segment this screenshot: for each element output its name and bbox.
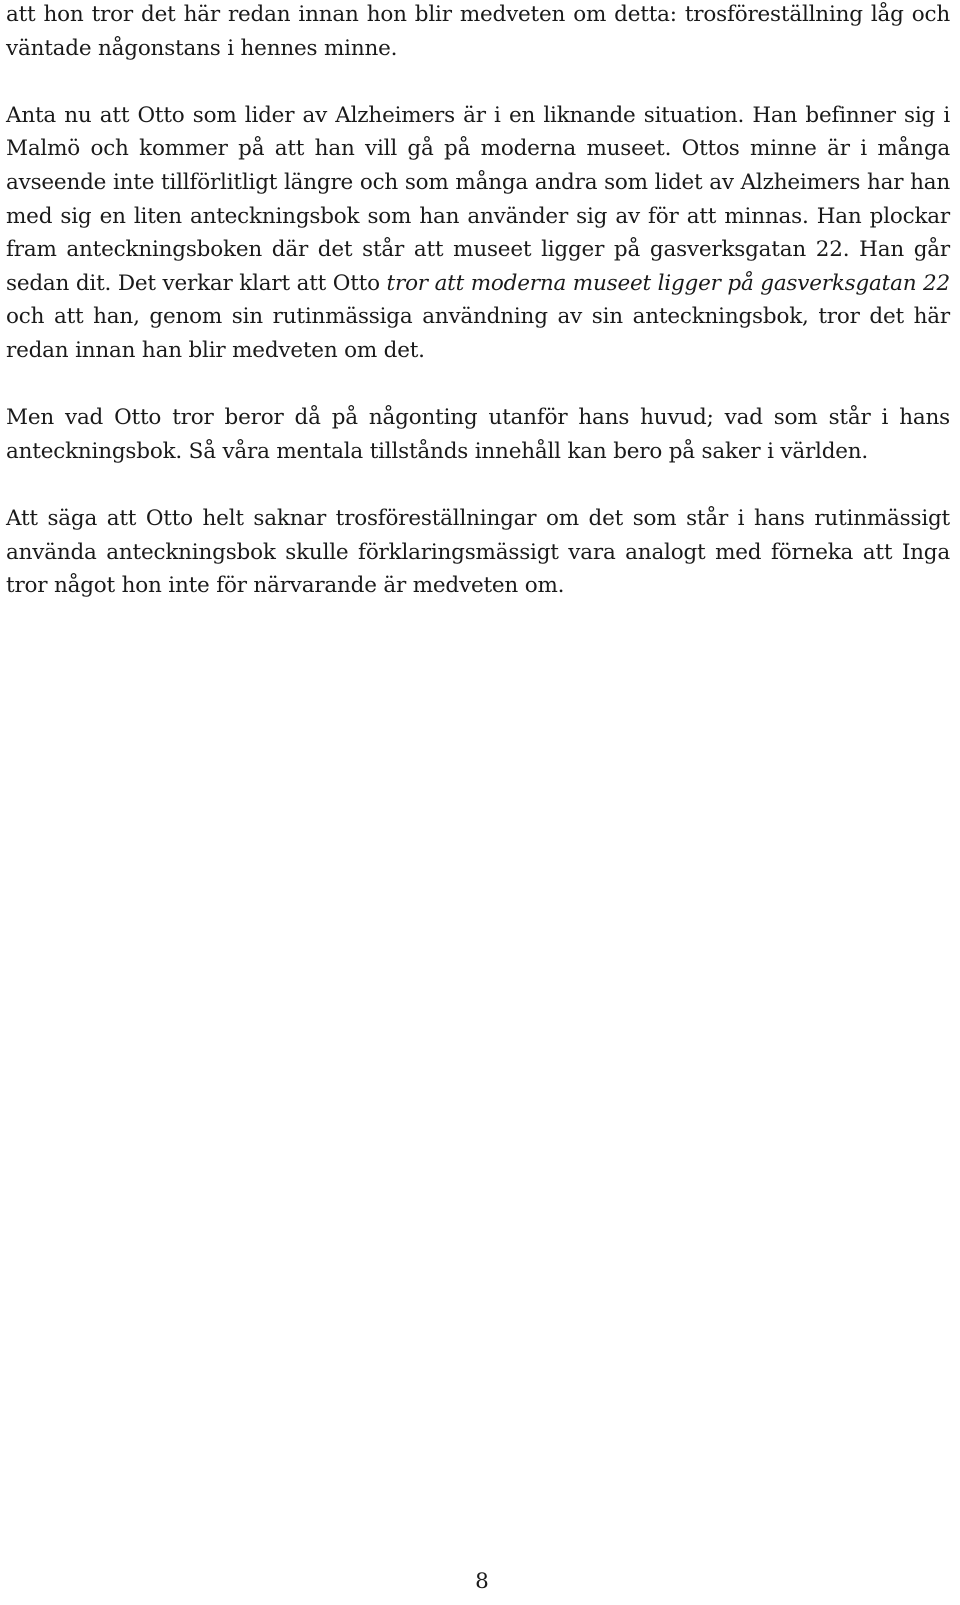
paragraph-2-text-before-italic: Anta nu att Otto som lider av Alzheimers är i en liknande situation. Han befinner sig i Malmö och kommer på att han vill gå på moderna museet. Ottos minne är i många avseende inte tillförlitligt längre och som många andra som lidet av Alzheimers har han med sig en liten anteckningsbok som han använder sig av för att minnas. Han plockar fram anteckningsboken där det står att museet ligger på gasverksgatan 22. Han går sedan dit. Det verkar klart att Otto	[6, 102, 950, 296]
paragraph-3	[6, 401, 950, 468]
paragraph-4-text: Att säga att Otto helt saknar trosföreställningar om det som står i hans rutinmässigt använda anteckningsbok skulle förklaringsmässigt vara analogt med förneka att Inga tror något hon inte för närvarande är medveten om.	[6, 505, 950, 599]
paragraph-2-italic-phrase: tror att moderna museet ligger på gasverksgatan 22	[386, 270, 951, 296]
paragraph-3-text: Men vad Otto tror beror då på någonting utanför hans huvud; vad som står i hans anteckningsbok. Så våra mentala tillstånds innehåll kan bero på saker i världen.	[6, 405, 950, 464]
body-text	[6, 0, 950, 636]
page-number: 8	[475, 1569, 489, 1594]
paragraph-2-text-after-italic: och att han, genom sin rutinmässiga användning av sin anteckningsbok, tror det här redan innan han blir medveten om det.	[6, 304, 950, 363]
paragraph-4	[6, 502, 950, 603]
paragraph-2	[6, 99, 950, 368]
paragraph-1	[6, 0, 950, 65]
paragraph-1-text: att hon tror det här redan innan hon blir medveten om detta: trosföreställning låg och väntade någonstans i hennes minne.	[6, 2, 950, 61]
